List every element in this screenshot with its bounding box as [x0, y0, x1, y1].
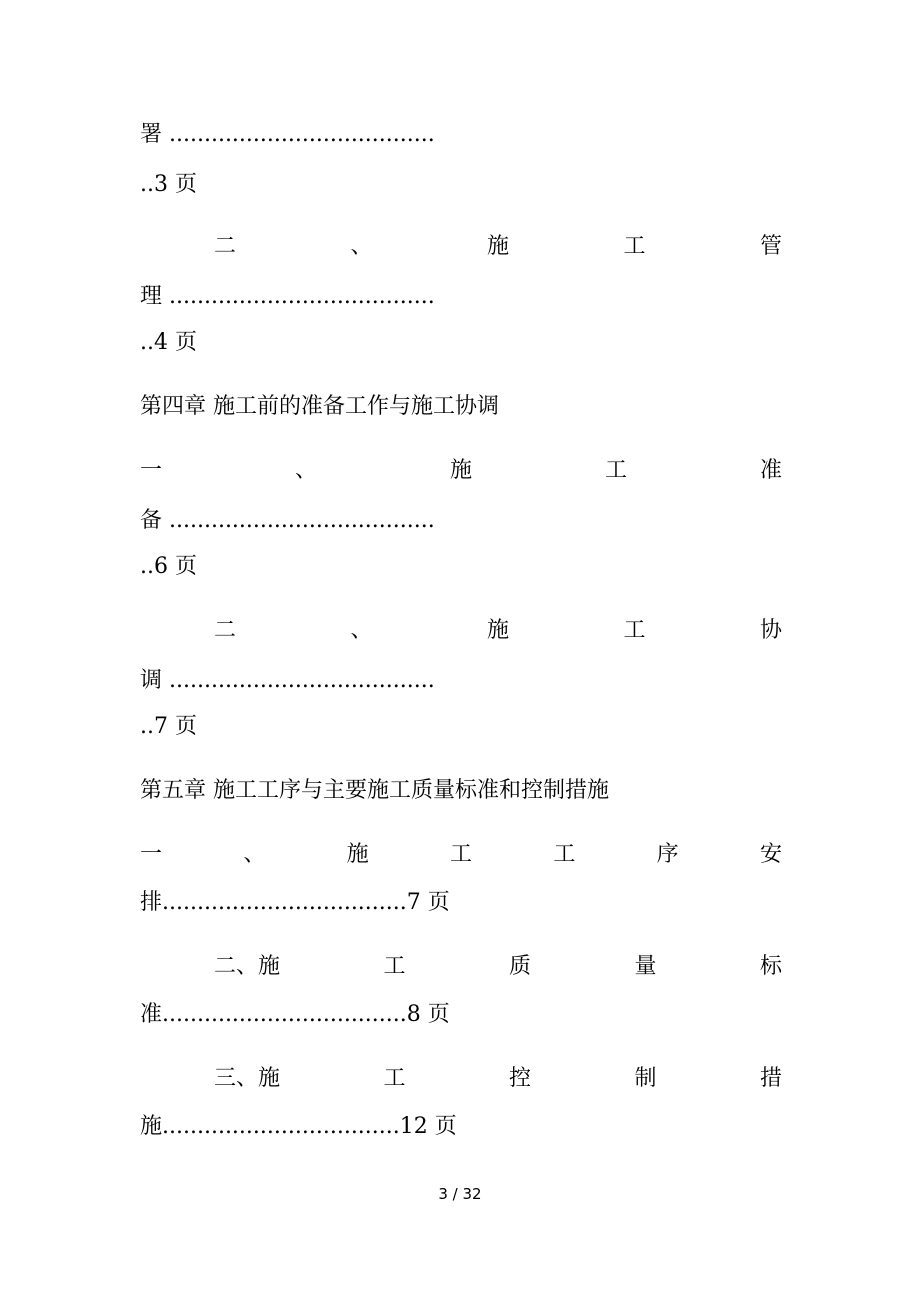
toc-char: 、	[243, 842, 266, 867]
toc-char: 施	[486, 234, 509, 259]
toc-char: 、	[350, 234, 373, 259]
toc-entry-heading	[140, 840, 782, 870]
toc-entry-line: 调 ......................................	[140, 668, 435, 693]
toc-entry-heading	[214, 1064, 782, 1094]
toc-char: 管	[759, 234, 782, 259]
toc-char: 工	[604, 458, 627, 483]
toc-char: 工	[623, 618, 646, 643]
chapter-5-title: 第五章 施工工序与主要施工质量标准和控制措施	[140, 778, 609, 803]
toc-char: 量	[634, 954, 657, 979]
toc-entry-page: ..3 页	[140, 172, 197, 197]
toc-entry-heading	[214, 232, 782, 262]
toc-char: 、	[350, 618, 373, 643]
toc-char: 质	[508, 954, 531, 979]
toc-char: 一	[140, 842, 163, 867]
toc-char: 施	[486, 618, 509, 643]
toc-entry-line: 署 ......................................	[140, 122, 435, 147]
toc-entry-page: ..6 页	[140, 554, 197, 579]
toc-char: 安	[759, 842, 782, 867]
toc-char: 措	[759, 1066, 782, 1091]
toc-entry-line: 排...................................7 页	[140, 890, 450, 915]
toc-entry-line: 理 ......................................	[140, 284, 435, 309]
chapter-4-title: 第四章 施工前的准备工作与施工协调	[140, 394, 499, 419]
toc-entry-heading	[214, 616, 782, 646]
toc-char: 准	[759, 458, 782, 483]
toc-char: 施	[449, 458, 472, 483]
toc-entry-line: 备 ......................................	[140, 508, 435, 533]
toc-char: 二	[214, 618, 237, 643]
toc-char: 、	[294, 458, 317, 483]
toc-char: 控	[508, 1066, 531, 1091]
toc-char: 序	[656, 842, 679, 867]
page-indicator: 3 / 32	[438, 1185, 482, 1203]
toc-entry-line: 施..................................12 页	[140, 1114, 457, 1139]
toc-char: 三、施	[214, 1066, 281, 1091]
toc-char: 工	[449, 842, 472, 867]
toc-entry-heading	[214, 952, 782, 982]
toc-char: 一	[140, 458, 163, 483]
toc-entry-page: ..4 页	[140, 330, 197, 355]
toc-char: 工	[553, 842, 576, 867]
toc-entry-heading	[140, 456, 782, 486]
toc-char: 施	[346, 842, 369, 867]
toc-char: 协	[759, 618, 782, 643]
toc-entry-line: 准...................................8 页	[140, 1002, 450, 1027]
toc-char: 二、施	[214, 954, 281, 979]
toc-char: 工	[623, 234, 646, 259]
toc-char: 工	[383, 1066, 406, 1091]
toc-char: 标	[759, 954, 782, 979]
toc-char: 工	[383, 954, 406, 979]
toc-entry-page: ..7 页	[140, 714, 197, 739]
toc-char: 制	[634, 1066, 657, 1091]
toc-char: 二	[214, 234, 237, 259]
